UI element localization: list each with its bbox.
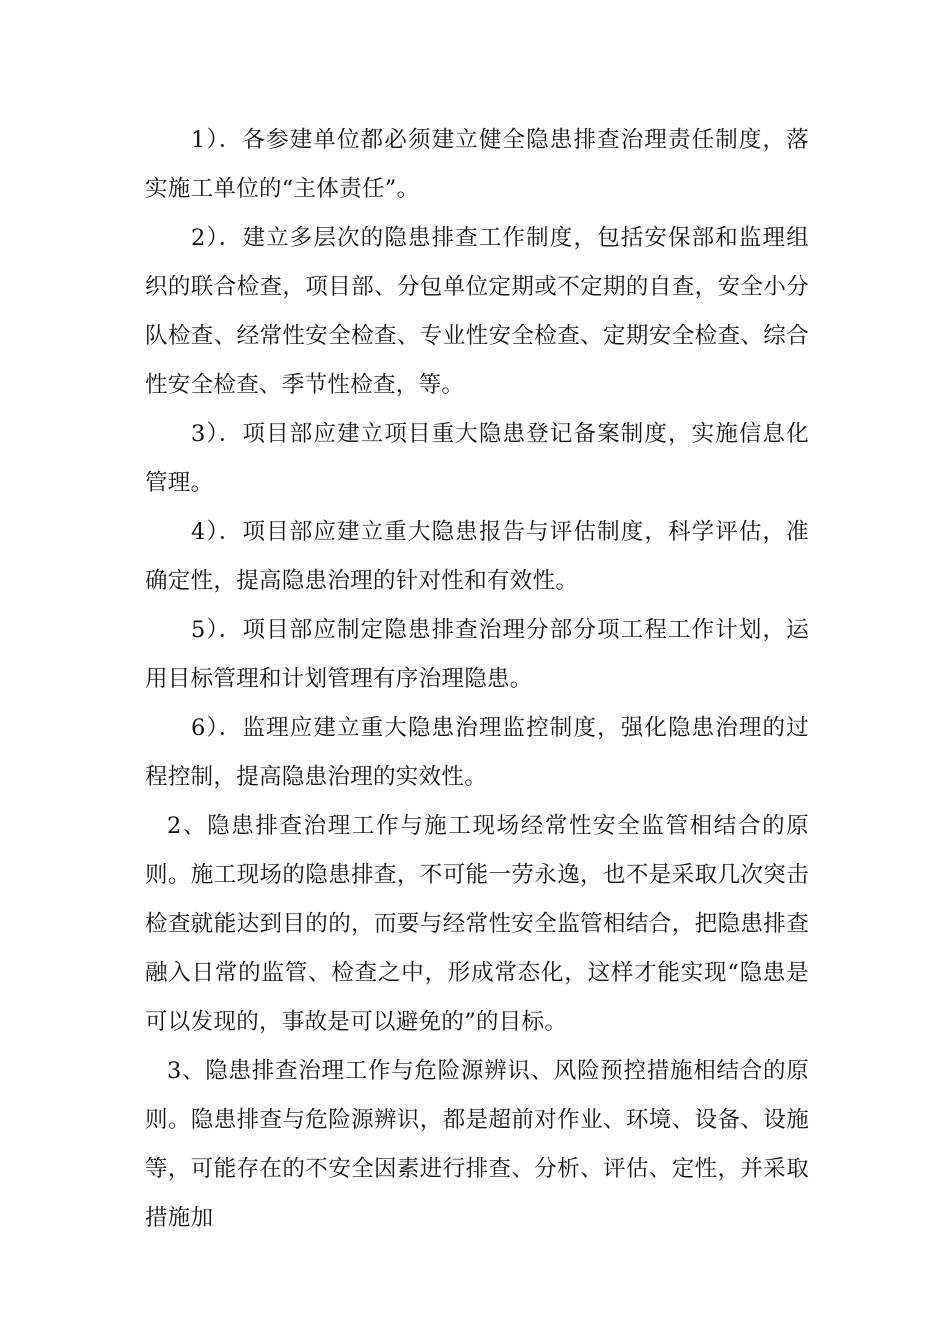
paragraph-principle-2: 2、隐患排查治理工作与施工现场经常性安全监管相结合的原则。施工现场的隐患排查，不可能一劳永逸，也不是采取几次突击检查就能达到目的的，而要与经常性安全监管相结合，把隐患排查融入日常的监管、检查之中，形成常态化，这样才能实现“隐患是可以发现的，事故是可以避免的”的目标。 [145, 813, 809, 1035]
paragraph-item-5: 5）．项目部应制定隐患排查治理分部分项工程工作计划，运用目标管理和计划管理有序治理隐患。 [145, 617, 809, 692]
paragraph-item-1: 1）．各参建单位都必须建立健全隐患排查治理责任制度，落实施工单位的“主体责任”。 [145, 127, 809, 202]
paragraph-item-6: 6）．监理应建立重大隐患治理监控制度，强化隐患治理的过程控制，提高隐患治理的实效性。 [145, 715, 809, 790]
paragraph-item-3: 3）．项目部应建立项目重大隐患登记备案制度，实施信息化管理。 [145, 421, 809, 496]
document-body [145, 116, 809, 1243]
paragraph-item-4: 4）．项目部应建立重大隐患报告与评估制度，科学评估，准确定性，提高隐患治理的针对性和有效性。 [145, 519, 809, 594]
paragraph-item-2: 2）．建立多层次的隐患排查工作制度，包括安保部和监理组织的联合检查，项目部、分包单位定期或不定期的自查，安全小分队检查、经常性安全检查、专业性安全检查、定期安全检查、综合性安全检查、季节性检查，等。 [145, 225, 809, 398]
paragraph-principle-3: 3、隐患排查治理工作与危险源辨识、风险预控措施相结合的原则。隐患排查与危险源辨识，都是超前对作业、环境、设备、设施等，可能存在的不安全因素进行排查、分析、评估、定性，并采取措施加 [145, 1058, 809, 1231]
